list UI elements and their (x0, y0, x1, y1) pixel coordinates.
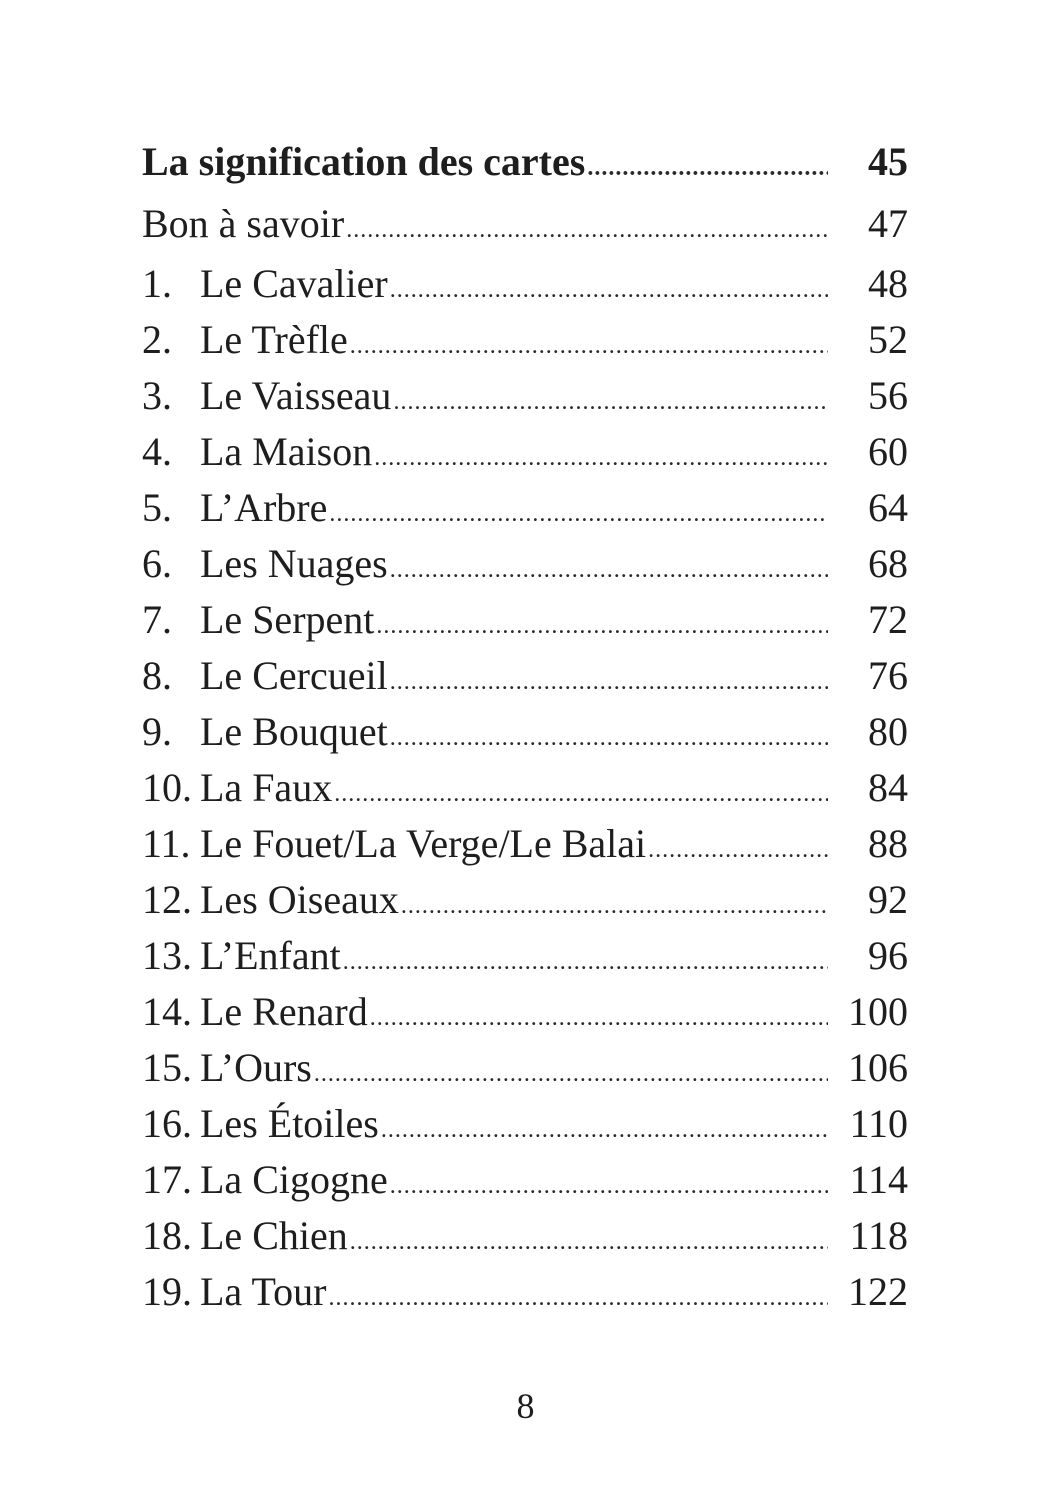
toc-entry-page: 68 (868, 541, 908, 586)
toc-entry-page: 48 (868, 261, 908, 306)
toc-entry-label (142, 872, 399, 928)
dot-leader (334, 766, 828, 822)
dot-leader (390, 654, 828, 710)
toc-entry-title: La Faux (200, 765, 333, 810)
toc-entry-title: Le Renard (200, 989, 368, 1034)
dot-leader (328, 1270, 828, 1326)
toc-entry-page: 122 (848, 1269, 908, 1314)
toc-entry-label (142, 1040, 312, 1096)
dot-leader (401, 878, 828, 934)
dot-leader (343, 934, 828, 990)
toc-entry-label (142, 928, 341, 984)
toc-entry-row[interactable] (142, 592, 908, 648)
toc-entry-page: 80 (868, 709, 908, 754)
toc-entry-title: La Cigogne (200, 1157, 388, 1202)
page-number: 8 (516, 1386, 535, 1426)
toc-entry-number: 18. (142, 1213, 192, 1258)
toc-entry-title: Le Bouquet (200, 709, 388, 754)
toc-entry-row[interactable] (142, 704, 908, 760)
toc-entry-label (142, 1208, 348, 1264)
dot-leader (648, 822, 828, 878)
toc-entry-title: Le Serpent (200, 597, 375, 642)
toc-entry-row[interactable] (142, 816, 908, 872)
toc-entry-number: 5. (142, 485, 172, 530)
toc-intro-label: Bon à savoir (142, 201, 345, 246)
toc-entry-row[interactable] (142, 424, 908, 480)
dot-leader (376, 598, 828, 654)
toc-entry-row[interactable] (142, 1264, 908, 1320)
toc-entry-number: 7. (142, 597, 172, 642)
toc-entry-page: 92 (868, 877, 908, 922)
toc-entry-row[interactable] (142, 984, 908, 1040)
toc-heading-label: La signification des cartes (142, 139, 586, 184)
toc-entry-page: 110 (849, 1101, 908, 1146)
toc-entry-number: 4. (142, 429, 172, 474)
dot-leader (390, 542, 828, 598)
toc-entry-row[interactable] (142, 536, 908, 592)
toc-entry-label (142, 592, 374, 648)
dot-leader (350, 1214, 828, 1270)
toc-entry-title: La Tour (200, 1269, 327, 1314)
toc-entry-label (142, 368, 391, 424)
dot-leader (381, 1102, 828, 1158)
toc-heading-row[interactable] (142, 132, 908, 192)
toc-entry-label (142, 312, 348, 368)
dot-leader (346, 198, 828, 262)
toc-entry-page: 64 (868, 485, 908, 530)
toc-entry-row[interactable] (142, 648, 908, 704)
toc-entry-label (142, 984, 368, 1040)
toc-entry-title: La Maison (200, 429, 373, 474)
toc-entry-title: Le Fouet/La Verge/Le Balai (200, 821, 647, 866)
toc-entry-label (142, 480, 327, 536)
toc-entry-title: Le Cercueil (200, 653, 388, 698)
toc-entry-page: 88 (868, 821, 908, 866)
toc-entry-number: 9. (142, 709, 172, 754)
toc-entry-row[interactable] (142, 256, 908, 312)
toc-entry-title: L’Arbre (200, 485, 328, 530)
toc-entry-page: 76 (868, 653, 908, 698)
dot-leader (329, 486, 828, 542)
toc-entry-number: 17. (142, 1157, 192, 1202)
toc-entry-row[interactable] (142, 928, 908, 984)
toc-entry-title: Les Nuages (200, 541, 388, 586)
toc-entry-number: 13. (142, 933, 192, 978)
toc-entry-label (142, 1264, 326, 1320)
toc-entry-page: 96 (868, 933, 908, 978)
toc-entry-number: 2. (142, 317, 172, 362)
toc-entry-page: 56 (868, 373, 908, 418)
toc-entry-label (142, 536, 388, 592)
toc-entry-number: 14. (142, 989, 192, 1034)
dot-leader (350, 318, 828, 374)
dot-leader (587, 138, 828, 198)
toc-entry-title: Les Oiseaux (200, 877, 399, 922)
toc-entry-page: 118 (849, 1213, 908, 1258)
toc-entry-row[interactable] (142, 480, 908, 536)
dot-leader (390, 710, 828, 766)
toc-entry-label (142, 760, 332, 816)
toc-entry-page: 84 (868, 765, 908, 810)
toc-entry-title: L’Ours (200, 1045, 312, 1090)
toc-entry-number: 8. (142, 653, 172, 698)
toc-entry-title: Le Trèfle (200, 317, 348, 362)
toc-entries (142, 256, 908, 1320)
toc-entry-number: 15. (142, 1045, 192, 1090)
toc-entry-row[interactable] (142, 1096, 908, 1152)
toc-entry-number: 3. (142, 373, 172, 418)
dot-leader (390, 1158, 828, 1214)
toc-entry-label (142, 256, 388, 312)
toc-entry-title: Le Cavalier (200, 261, 388, 306)
toc-entry-page: 100 (848, 989, 908, 1034)
toc-heading-page: 45 (868, 139, 908, 184)
toc-entry-title: Le Chien (200, 1213, 348, 1258)
toc-entry-number: 12. (142, 877, 192, 922)
toc-entry-row[interactable] (142, 312, 908, 368)
toc-entry-row[interactable] (142, 368, 908, 424)
dot-leader (393, 374, 828, 430)
toc-entry-label (142, 1096, 379, 1152)
toc-entry-page: 106 (848, 1045, 908, 1090)
toc-entry-page: 72 (868, 597, 908, 642)
table-of-contents (142, 132, 908, 1320)
toc-entry-page: 114 (849, 1157, 908, 1202)
toc-entry-label (142, 648, 388, 704)
toc-entry-row[interactable] (142, 872, 908, 928)
dot-leader (370, 990, 828, 1046)
toc-entry-row[interactable] (142, 760, 908, 816)
toc-entry-row[interactable] (142, 1040, 908, 1096)
toc-entry-row[interactable] (142, 1152, 908, 1208)
toc-entry-number: 10. (142, 765, 192, 810)
toc-entry-number: 16. (142, 1101, 192, 1146)
toc-intro-page: 47 (868, 201, 908, 246)
toc-entry-number: 1. (142, 261, 172, 306)
toc-entry-number: 19. (142, 1269, 192, 1314)
toc-entry-title: Le Vaisseau (200, 373, 392, 418)
toc-entry-number: 6. (142, 541, 172, 586)
dot-leader (374, 430, 828, 486)
toc-entry-title: Les Étoiles (200, 1101, 379, 1146)
toc-entry-page: 60 (868, 429, 908, 474)
toc-entry-row[interactable] (142, 1208, 908, 1264)
toc-entry-label (142, 704, 388, 760)
toc-entry-label (142, 816, 646, 872)
toc-intro-row[interactable] (142, 192, 908, 256)
toc-entry-page: 52 (868, 317, 908, 362)
toc-entry-label (142, 1152, 388, 1208)
toc-entry-title: L’Enfant (200, 933, 341, 978)
dot-leader (314, 1046, 828, 1102)
dot-leader (390, 262, 828, 318)
toc-entry-label (142, 424, 372, 480)
toc-entry-number: 11. (142, 821, 191, 866)
